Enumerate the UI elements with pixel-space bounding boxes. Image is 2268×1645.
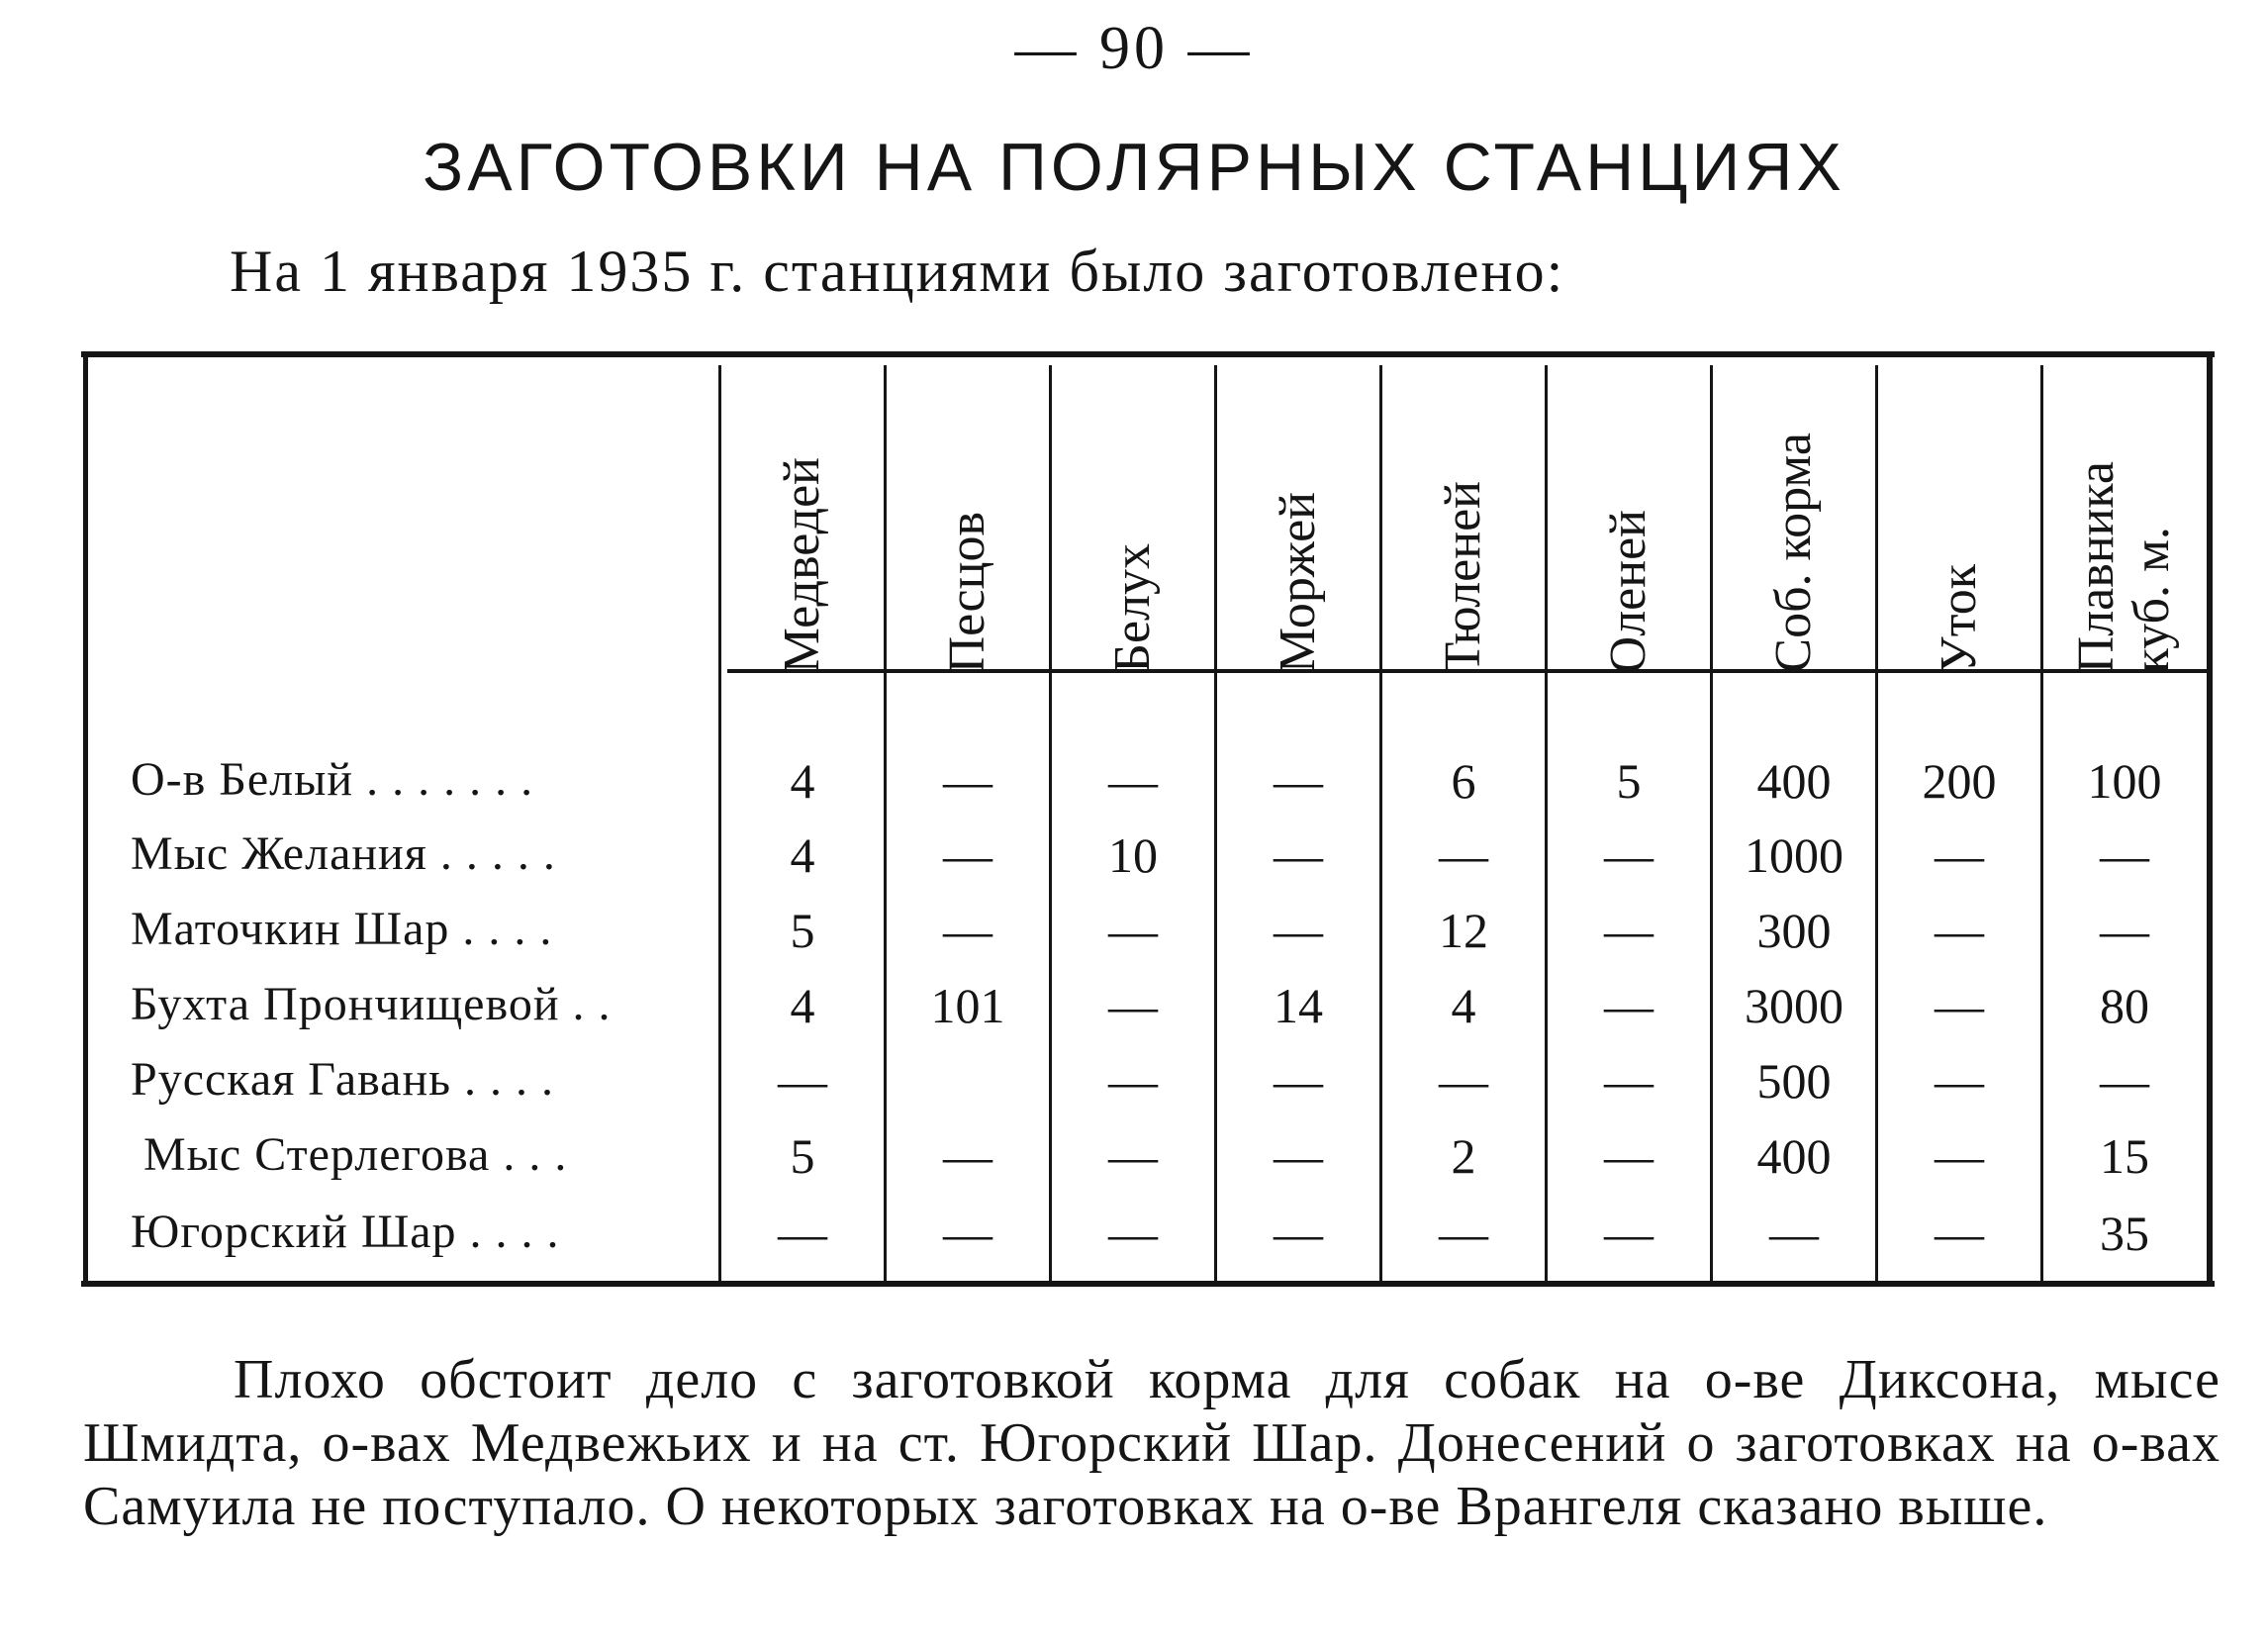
table-cell: — — [1604, 1053, 1654, 1109]
table-cell: — — [1274, 753, 1323, 809]
column-header-label: Уток — [1931, 563, 1987, 673]
table-cell: — — [943, 1206, 992, 1261]
column-header — [1382, 376, 1545, 673]
table-cell: 4 — [790, 753, 815, 809]
table-cell: — — [1935, 1128, 1984, 1184]
table-cell: 200 — [1922, 753, 1997, 809]
column-header-label: Оленей — [1600, 509, 1656, 673]
table-cell: — — [1108, 1128, 1158, 1184]
table-cell: 4 — [790, 978, 815, 1033]
table-caption: На 1 января 1935 г. станциями было заготовлено: — [230, 239, 1565, 304]
column-header — [887, 376, 1049, 673]
column-header-label: Соб. корма — [1765, 433, 1822, 673]
table-cell: 3000 — [1745, 978, 1843, 1033]
table-cell: — — [2100, 827, 2149, 883]
table-cell: — — [1108, 978, 1158, 1033]
row-label: Мыс Стерлегова . . . — [131, 1128, 568, 1181]
column-header-label: Плавника куб. м. — [2068, 460, 2180, 673]
table-top-rule — [81, 351, 2215, 357]
table-cell: 4 — [1451, 978, 1476, 1033]
table-cell: 12 — [1439, 903, 1488, 958]
table-cell: — — [1108, 1206, 1158, 1261]
body-paragraph: Плохо обстоит дело с заготовкой корма для собак на о-ве Диксона, мысе Шмидта, о-вах Медвежьих и на ст. Югорский Шар. Донесений о заготовках на о-вах Самуила не поступало. О некоторых заготовках на о-ве Врангеля сказано выше. — [83, 1349, 2221, 1537]
table-cell: — — [1604, 827, 1654, 883]
table-cell: — — [1935, 903, 1984, 958]
table-cell: 80 — [2100, 978, 2149, 1033]
table-cell: 400 — [1756, 753, 1832, 809]
column-header — [721, 376, 884, 673]
table-cell: 1000 — [1745, 827, 1843, 883]
table-cell: — — [2100, 1053, 2149, 1109]
column-header — [2043, 376, 2206, 673]
table-cell: — — [1439, 827, 1488, 883]
table-cell: 101 — [930, 978, 1005, 1033]
column-header-label: Медведей — [774, 456, 830, 673]
table-cell: 2 — [1451, 1128, 1476, 1184]
table-cell: 500 — [1756, 1053, 1832, 1109]
table-cell: — — [1604, 978, 1654, 1033]
table-cell: 35 — [2100, 1206, 2149, 1261]
table-cell: 4 — [790, 827, 815, 883]
table-cell: — — [1604, 1128, 1654, 1184]
table-cell: — — [943, 903, 992, 958]
column-header-label: Тюленей — [1435, 480, 1491, 673]
row-label: Бухта Прончищевой . . — [131, 978, 612, 1030]
column-header-label: Песцов — [939, 511, 995, 673]
table-left-rule — [83, 351, 88, 1287]
column-header-label: Белух — [1104, 543, 1161, 673]
table-cell: — — [1935, 1206, 1984, 1261]
column-header-label: Моржей — [1270, 491, 1326, 673]
row-label: Югорский Шар . . . . — [131, 1206, 560, 1258]
table-cell: — — [1935, 1053, 1984, 1109]
table-cell: — — [1108, 753, 1158, 809]
row-label: Русская Гавань . . . . — [131, 1053, 555, 1106]
table-cell: — — [1274, 1128, 1323, 1184]
table-cell: — — [1935, 978, 1984, 1033]
page-heading: ЗАГОТОВКИ НА ПОЛЯРНЫХ СТАНЦИЯХ — [423, 130, 1845, 205]
table-cell: 6 — [1451, 753, 1476, 809]
table-cell: 300 — [1756, 903, 1832, 958]
row-label: Маточкин Шар . . . . — [131, 903, 553, 955]
column-header — [1217, 376, 1379, 673]
table-cell: — — [1108, 903, 1158, 958]
table-cell: — — [1439, 1053, 1488, 1109]
table-cell: 5 — [1616, 753, 1642, 809]
table-cell: — — [778, 1206, 827, 1261]
table-cell: — — [1935, 827, 1984, 883]
table-cell: — — [1274, 827, 1323, 883]
table-cell: 14 — [1274, 978, 1323, 1033]
table-bottom-rule — [81, 1281, 2215, 1287]
table-cell: 15 — [2100, 1128, 2149, 1184]
table-cell: — — [1274, 1206, 1323, 1261]
table-cell: — — [1604, 903, 1654, 958]
table-cell: 400 — [1756, 1128, 1832, 1184]
column-header — [1052, 376, 1214, 673]
column-header — [1713, 376, 1875, 673]
table-cell: — — [943, 827, 992, 883]
table-cell: 5 — [790, 1128, 815, 1184]
table-right-rule — [2207, 351, 2213, 1287]
table-cell: — — [1604, 1206, 1654, 1261]
table-cell: — — [2100, 903, 2149, 958]
table-cell: — — [1274, 1053, 1323, 1109]
page-number: — 90 — — [1014, 15, 1254, 82]
table-cell: 10 — [1108, 827, 1158, 883]
table-cell: — — [1274, 903, 1323, 958]
column-header — [1878, 376, 2040, 673]
table-cell: — — [1769, 1206, 1819, 1261]
row-label: Мыс Желания . . . . . — [131, 827, 556, 880]
table-cell: — — [1439, 1206, 1488, 1261]
table-cell: — — [943, 1128, 992, 1184]
table-cell: 5 — [790, 903, 815, 958]
column-header — [1548, 376, 1710, 673]
data-table — [81, 351, 2215, 1294]
table-cell: 100 — [2087, 753, 2162, 809]
table-cell: — — [778, 1053, 827, 1109]
table-cell: — — [943, 753, 992, 809]
table-cell: — — [1108, 1053, 1158, 1109]
row-label: О-в Белый . . . . . . . — [131, 753, 534, 806]
